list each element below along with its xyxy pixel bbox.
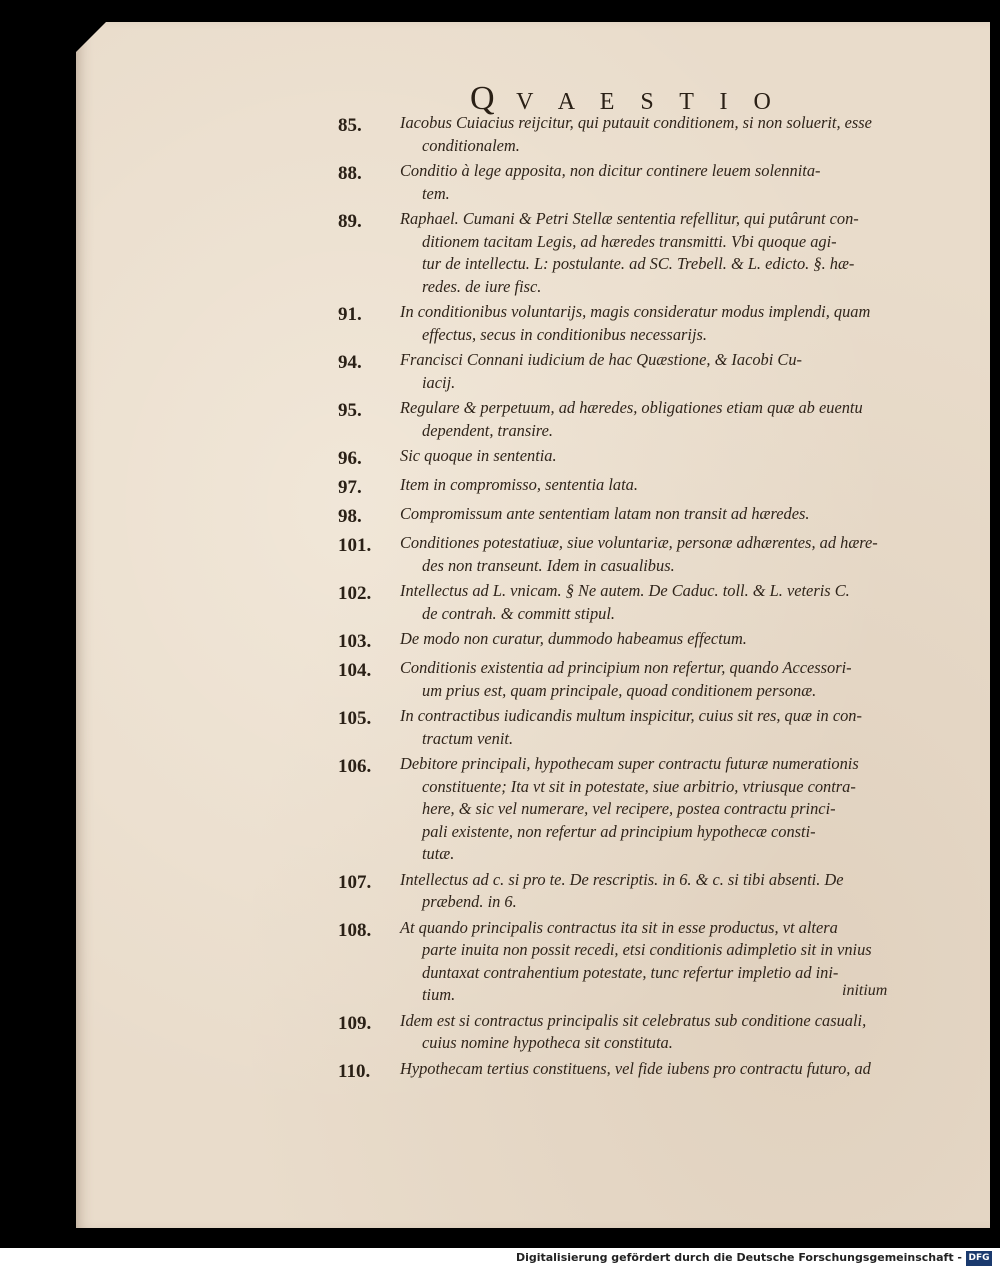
index-entry [338, 301, 918, 346]
entry-line: des non transeunt. Idem in casualibus. [422, 555, 675, 575]
entry-line: Debitore principali, hypothecam super contractu futuræ numerationis [400, 754, 859, 773]
entry-text [400, 580, 918, 625]
entry-line: parte inuita non possit recedi, etsi conditionis adimpletio sit in vnius [422, 940, 872, 959]
entry-number: 102. [338, 583, 372, 604]
entry-number: 106. [338, 756, 372, 777]
entry-number: 88. [338, 163, 362, 184]
entry-line: tium. [422, 985, 456, 1004]
dfg-logo-icon: DFG [966, 1251, 992, 1266]
entry-text [400, 753, 918, 866]
entry-line: Francisci Connani iudicium de hac Quæstione, & Iacobi Cu- [400, 350, 802, 369]
entry-number: 101. [338, 535, 372, 556]
entry-line: tem. [422, 183, 450, 203]
entry-number: 91. [338, 304, 362, 325]
entry-line: cuius nomine hypotheca sit constituta. [422, 1033, 673, 1052]
entry-text [400, 112, 918, 157]
entry-number: 89. [338, 211, 362, 232]
index-entry [338, 532, 918, 577]
entry-line: conditionalem. [422, 135, 520, 155]
entry-line: here, & sic vel numerare, vel recipere, postea contractu princi- [422, 799, 836, 818]
entry-line: præbend. in 6. [422, 892, 517, 911]
index-entries [338, 112, 918, 1087]
entry-text [400, 628, 918, 654]
index-entry [338, 1058, 918, 1084]
entry-line: effectus, secus in conditionibus necessarijs. [422, 324, 707, 344]
entry-text [400, 301, 918, 346]
entry-line: tractum venit. [422, 728, 514, 748]
entry-number: 94. [338, 352, 362, 373]
entry-line: ditionem tacitam Legis, ad hæredes transmitti. Vbi quoque agi- [422, 231, 837, 251]
entry-line: Regulare & perpetuum, ad hæredes, obligationes etiam quæ ab euentu [400, 398, 863, 417]
index-entry [338, 917, 918, 1007]
entry-line: Intellectus ad c. si pro te. De rescriptis. in 6. & c. si tibi absenti. De [400, 869, 844, 889]
index-entry [338, 160, 918, 205]
entry-number: 98. [338, 506, 362, 527]
entry-line: tutæ. [422, 844, 455, 863]
entry-number: 95. [338, 400, 362, 421]
entry-text [400, 503, 918, 529]
entry-line: Conditiones potestatiuæ, siue voluntariæ, personæ adhærentes, ad hære- [400, 533, 878, 552]
index-entry [338, 628, 918, 654]
page-title-rest: V A E S T I O [516, 89, 781, 115]
entry-line: In conditionibus voluntarijs, magis consideratur modus implendi, quam [400, 302, 871, 321]
entry-number: 109. [338, 1012, 372, 1034]
entry-text [400, 160, 918, 205]
entry-line: tur de intellectu. L: postulante. ad SC. Trebell. & L. edicto. §. hæ- [422, 254, 855, 273]
entry-line: At quando principalis contractus ita sit in esse productus, vt altera [400, 917, 838, 937]
entry-text [400, 474, 918, 500]
entry-line: constituente; Ita vt sit in potestate, siue arbitrio, vtriusque contra- [422, 776, 856, 796]
entry-text [400, 917, 918, 1007]
entry-text [400, 869, 918, 914]
entry-line: Compromissum ante sententiam latam non transit ad hæredes. [400, 504, 810, 523]
entry-text [400, 1010, 918, 1055]
page-corner-fold [76, 22, 106, 52]
entry-line: iacij. [422, 372, 456, 392]
index-entry [338, 580, 918, 625]
index-entry [338, 397, 918, 442]
entry-line: Item in compromisso, sententia lata. [400, 475, 638, 494]
entry-number: 97. [338, 477, 362, 498]
index-entry [338, 503, 918, 529]
entry-number: 105. [338, 708, 372, 729]
entry-number: 108. [338, 919, 372, 941]
entry-text [400, 1058, 918, 1084]
entry-text [400, 397, 918, 442]
entry-line: um prius est, quam principale, quoad conditionem personæ. [422, 680, 817, 700]
entry-line: Intellectus ad L. vnicam. § Ne autem. De Caduc. toll. & L. veteris C. [400, 581, 850, 600]
entry-line: Conditio à lege apposita, non dicitur continere leuem solennita- [400, 161, 821, 180]
entry-line: de contrah. & committ stipul. [422, 603, 616, 623]
entry-line: In contractibus iudicandis multum inspicitur, cuius sit res, quæ in con- [400, 706, 862, 725]
entry-line: redes. de iure fisc. [422, 276, 542, 296]
page-title-initial: Q [470, 80, 501, 117]
entry-number: 103. [338, 631, 372, 652]
entry-line: duntaxat contrahentium potestate, tunc refertur impletio ad ini- [422, 962, 839, 982]
entry-text [400, 705, 918, 750]
funding-notice: Digitalisierung gefördert durch die Deutsche Forschungsgemeinschaft - [515, 1251, 962, 1264]
index-entry [338, 445, 918, 471]
index-entry [338, 208, 918, 298]
index-entry [338, 1010, 918, 1055]
index-entry [338, 474, 918, 500]
index-entry [338, 705, 918, 750]
entry-line: Idem est si contractus principalis sit celebratus sub conditione casuali, [400, 1010, 867, 1030]
index-entry [338, 869, 918, 914]
catchword: initium [842, 982, 888, 999]
index-entry [338, 753, 918, 866]
index-entry [338, 657, 918, 702]
entry-text [400, 532, 918, 577]
entry-line: Raphael. Cumani & Petri Stellæ sententia refellitur, qui putârunt con- [400, 209, 859, 228]
entry-number: 85. [338, 115, 362, 136]
entry-text [400, 657, 918, 702]
entry-line: Hypothecam tertius constituens, vel fide iubens pro contractu futuro, ad [400, 1058, 871, 1078]
entry-text [400, 349, 918, 394]
entry-line: dependent, transire. [422, 420, 553, 440]
footer-bar [0, 1248, 1000, 1269]
entry-line: Sic quoque in sententia. [400, 446, 557, 465]
entry-number: 104. [338, 660, 372, 681]
index-entry [338, 112, 918, 157]
entry-number: 110. [338, 1060, 371, 1082]
entry-line: De modo non curatur, dummodo habeamus effectum. [400, 629, 747, 648]
entry-line: Iacobus Cuiacius reijcitur, qui putauit conditionem, si non soluerit, esse [400, 113, 872, 132]
index-entry [338, 349, 918, 394]
entry-number: 107. [338, 871, 372, 893]
entry-number: 96. [338, 448, 362, 469]
entry-text [400, 445, 918, 471]
entry-line: pali existente, non refertur ad principium hypothecæ consti- [422, 821, 816, 841]
entry-line: Conditionis existentia ad principium non refertur, quando Accessori- [400, 658, 852, 677]
entry-text [400, 208, 918, 298]
